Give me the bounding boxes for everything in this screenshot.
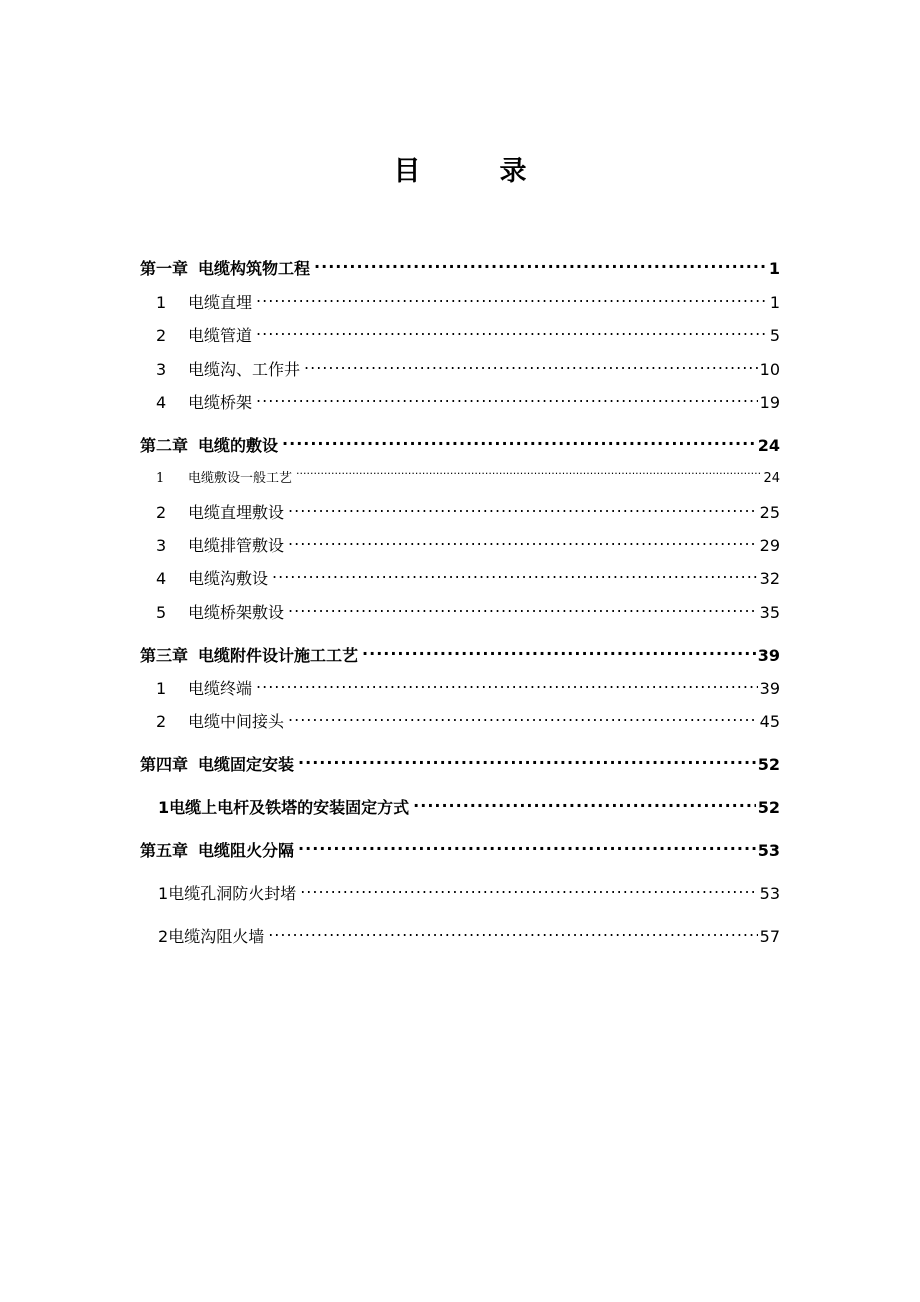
toc-entry-label: 电缆中间接头 <box>188 712 285 731</box>
toc-page-number: 52 <box>757 755 780 774</box>
toc-section-entry[interactable] <box>140 566 780 592</box>
toc-entry-number: 第二章 <box>140 436 189 455</box>
toc-entry-number: 3 <box>156 360 167 379</box>
toc-entry-label: 电缆桥架敷设 <box>188 603 285 622</box>
toc-section-entry[interactable] <box>140 600 780 626</box>
toc-page-number: 39 <box>757 646 780 665</box>
toc-dot-leader <box>413 797 756 813</box>
toc-dot-leader <box>296 469 761 482</box>
toc-page-number: 53 <box>759 884 780 903</box>
toc-section-entry[interactable] <box>140 323 780 349</box>
toc-dot-leader <box>256 678 758 694</box>
toc-entry-label: 电缆桥架 <box>188 393 253 412</box>
toc-page-number: 10 <box>759 360 780 379</box>
toc-dot-leader <box>288 535 758 551</box>
toc-entry-number: 2 <box>158 927 169 946</box>
toc-section-entry[interactable] <box>140 881 780 907</box>
toc-page-number: 5 <box>769 326 780 345</box>
toc-dot-leader <box>268 926 757 942</box>
toc-chapter-entry[interactable] <box>140 643 780 669</box>
toc-page-number: 45 <box>759 712 780 731</box>
toc-entry-label: 电缆孔洞防火封堵 <box>168 884 297 903</box>
toc-dot-leader <box>288 711 758 727</box>
toc-entry-label: 电缆沟敷设 <box>188 569 269 588</box>
toc-page-number: 57 <box>759 927 780 946</box>
toc-entry-label: 电缆阻火分隔 <box>198 841 295 860</box>
toc-entry-label: 电缆终端 <box>188 679 253 698</box>
toc-entry-label: 电缆附件设计施工工艺 <box>198 646 359 665</box>
toc-entry-label: 电缆的敷设 <box>198 436 279 455</box>
toc-entry-number: 1 <box>156 293 167 312</box>
toc-dot-leader <box>304 359 758 375</box>
toc-entry-label: 电缆排管敷设 <box>188 536 285 555</box>
toc-section-entry[interactable] <box>140 795 780 821</box>
toc-entry-number: 4 <box>156 569 167 588</box>
toc-entry-number: 3 <box>156 536 167 555</box>
toc-entry-label: 电缆沟、工作井 <box>188 360 301 379</box>
toc-entry-number: 第五章 <box>140 841 189 860</box>
toc-dot-leader <box>282 435 756 451</box>
toc-entry-number: 2 <box>156 712 167 731</box>
toc-entry-number: 1 <box>156 679 167 698</box>
toc-entry-number: 第一章 <box>140 259 189 278</box>
toc-section-entry[interactable] <box>140 500 780 526</box>
toc-entry-label: 电缆管道 <box>188 326 253 345</box>
toc-dot-leader <box>256 325 768 341</box>
toc-entry-label: 电缆固定安装 <box>198 755 295 774</box>
toc-dot-leader <box>362 645 756 661</box>
toc-page-number: 25 <box>759 503 780 522</box>
toc-entry-number: 1 <box>158 884 169 903</box>
toc-entry-number: 2 <box>156 326 167 345</box>
toc-section-entry[interactable] <box>140 290 780 316</box>
toc-dot-leader <box>272 568 758 584</box>
toc-dot-leader <box>288 502 758 518</box>
toc-page-number: 1 <box>769 293 780 312</box>
toc-entry-number: 1 <box>156 471 165 486</box>
toc-dot-leader <box>256 292 768 308</box>
toc-entry-label: 电缆直埋 <box>188 293 253 312</box>
toc-section-entry[interactable] <box>140 676 780 702</box>
toc-dot-leader <box>314 258 767 274</box>
toc-page-number: 53 <box>757 841 780 860</box>
toc-section-entry[interactable] <box>140 709 780 735</box>
toc-section-entry[interactable] <box>140 390 780 416</box>
toc-entry-label: 电缆上电杆及铁塔的安装固定方式 <box>169 798 410 817</box>
toc-section-entry[interactable] <box>140 466 780 492</box>
toc-dot-leader <box>288 602 758 618</box>
page-title: 目 录 <box>393 156 553 187</box>
toc-section-entry[interactable] <box>140 924 780 950</box>
toc-entry-label: 电缆构筑物工程 <box>198 259 311 278</box>
toc-page-number: 29 <box>759 536 780 555</box>
toc-chapter-entry[interactable] <box>140 256 780 282</box>
toc-chapter-entry[interactable] <box>140 838 780 864</box>
toc-entry-label: 电缆直埋敷设 <box>188 503 285 522</box>
toc-page-number: 1 <box>768 259 780 278</box>
toc-section-entry[interactable] <box>140 533 780 559</box>
toc-page-number: 39 <box>759 679 780 698</box>
toc-entry-label: 电缆敷设一般工艺 <box>188 471 293 486</box>
toc-entry-number: 4 <box>156 393 167 412</box>
toc-dot-leader <box>300 883 757 899</box>
toc-dot-leader <box>298 754 756 770</box>
toc-chapter-entry[interactable] <box>140 433 780 459</box>
toc-page-number: 24 <box>763 471 780 486</box>
toc-section-entry[interactable] <box>140 357 780 383</box>
toc-page-number: 32 <box>759 569 780 588</box>
toc-page-number: 19 <box>759 393 780 412</box>
toc-dot-leader <box>256 392 758 408</box>
toc-entry-number: 2 <box>156 503 167 522</box>
toc-entry-number: 第三章 <box>140 646 189 665</box>
toc-chapter-entry[interactable] <box>140 752 780 778</box>
toc-entry-number: 1 <box>158 798 170 817</box>
toc-entry-number: 第四章 <box>140 755 189 774</box>
toc-page-number: 35 <box>759 603 780 622</box>
toc-page-number: 52 <box>757 798 780 817</box>
toc-dot-leader <box>298 840 756 856</box>
toc-page-number: 24 <box>757 436 780 455</box>
toc-entry-number: 5 <box>156 603 167 622</box>
toc-entry-label: 电缆沟阻火墙 <box>168 927 265 946</box>
